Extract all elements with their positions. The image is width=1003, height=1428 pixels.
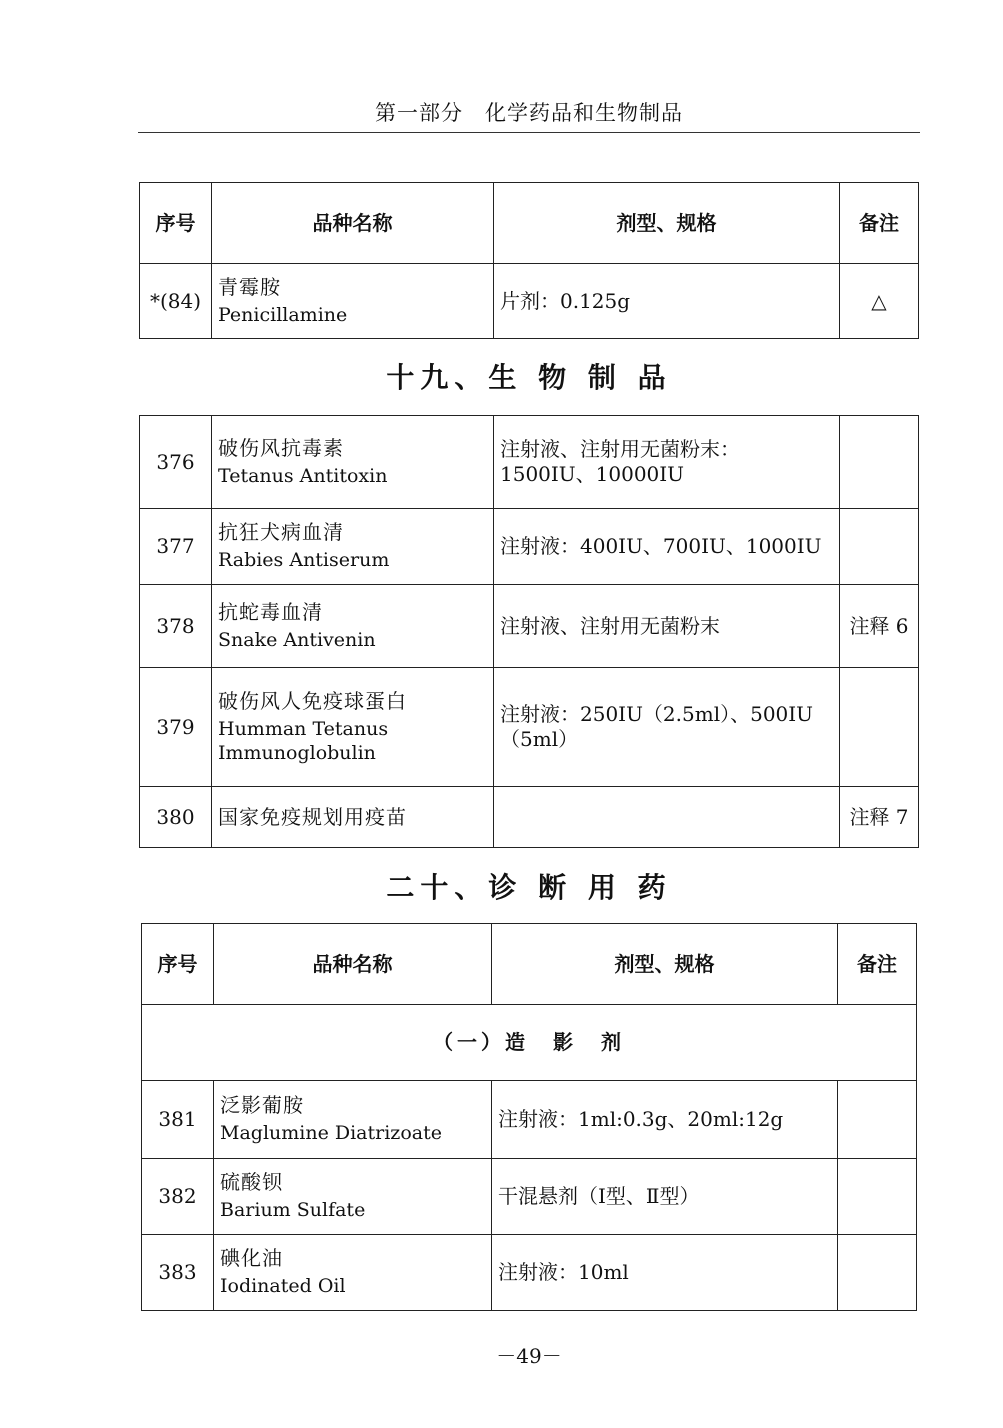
header-name: 品种名称 <box>212 183 494 264</box>
row-remark <box>840 416 919 509</box>
drug-name-cn: 碘化油 <box>220 1246 283 1271</box>
drug-table-biologics <box>139 415 919 848</box>
row-spec: 片剂：0.125g <box>494 264 840 339</box>
drug-name-cn: 青霉胺 <box>218 274 281 299</box>
row-seq: 377 <box>140 509 212 585</box>
row-name <box>214 1081 492 1159</box>
table-header-row <box>140 183 919 264</box>
row-remark <box>838 1081 917 1159</box>
row-remark <box>840 668 919 787</box>
row-spec: 注射液：1ml:0.3g、20ml:12g <box>492 1081 838 1159</box>
row-remark: △ <box>840 264 919 339</box>
subsection-title: （一）造 影 剂 <box>142 1005 917 1081</box>
row-name <box>212 668 494 787</box>
subsection-row <box>142 1005 917 1081</box>
header-remark: 备注 <box>840 183 919 264</box>
running-header: 第一部分 化学药品和生物制品 <box>375 101 683 125</box>
header-seq: 序号 <box>142 924 214 1005</box>
row-spec: 注射液：10ml <box>492 1235 838 1311</box>
table-row <box>140 585 919 668</box>
header-name: 品种名称 <box>214 924 492 1005</box>
row-name <box>214 1159 492 1235</box>
row-remark <box>840 509 919 585</box>
table-row <box>140 509 919 585</box>
drug-name-en <box>218 718 487 766</box>
drug-name-en: Snake Antivenin <box>218 628 376 651</box>
page-number: －49－ <box>496 1344 562 1368</box>
table-header-row <box>142 924 917 1005</box>
row-spec: 注射液、注射用无菌粉末：1500IU、10000IU <box>494 416 840 509</box>
row-seq: 378 <box>140 585 212 668</box>
row-remark: 注释 6 <box>840 585 919 668</box>
row-seq: 383 <box>142 1235 214 1311</box>
section-title-20: 二十、诊 断 用 药 <box>386 871 672 904</box>
table-row <box>140 416 919 509</box>
drug-table-diagnostics <box>141 923 917 1311</box>
header-spec: 剂型、规格 <box>494 183 840 264</box>
drug-name-en-line: Immunoglobulin <box>218 741 376 764</box>
header-spec: 剂型、规格 <box>492 924 838 1005</box>
header-seq: 序号 <box>140 183 212 264</box>
table-row <box>140 787 919 848</box>
row-name <box>212 264 494 339</box>
row-seq: 379 <box>140 668 212 787</box>
row-name <box>212 585 494 668</box>
drug-table-top <box>139 182 919 339</box>
row-spec: 干混悬剂（Ⅰ型、Ⅱ型） <box>492 1159 838 1235</box>
row-spec <box>494 787 840 848</box>
row-name <box>212 509 494 585</box>
row-remark <box>838 1235 917 1311</box>
header-remark: 备注 <box>838 924 917 1005</box>
row-seq: 381 <box>142 1081 214 1159</box>
row-remark <box>838 1159 917 1235</box>
drug-name-cn: 国家免疫规划用疫苗 <box>218 804 407 829</box>
drug-name-cn: 抗蛇毒血清 <box>218 599 323 624</box>
table-row <box>140 668 919 787</box>
drug-name-en: Penicillamine <box>218 303 348 326</box>
row-seq: 376 <box>140 416 212 509</box>
drug-name-cn: 硫酸钡 <box>220 1170 283 1195</box>
table-row <box>142 1081 917 1159</box>
row-name <box>212 787 494 848</box>
row-seq: 380 <box>140 787 212 848</box>
table-row <box>140 264 919 339</box>
drug-name-en: Iodinated Oil <box>220 1275 346 1298</box>
row-spec: 注射液：400IU、700IU、1000IU <box>494 509 840 585</box>
drug-name-en: Tetanus Antitoxin <box>218 464 388 487</box>
row-name <box>212 416 494 509</box>
drug-name-cn: 泛影葡胺 <box>220 1093 304 1118</box>
table-row <box>142 1159 917 1235</box>
drug-name-cn: 抗狂犬病血清 <box>218 520 344 545</box>
row-spec: 注射液：250IU（2.5ml）、500IU（5ml） <box>494 668 840 787</box>
drug-name-en-line: Humman Tetanus <box>218 717 389 740</box>
table-row <box>142 1235 917 1311</box>
drug-name-cn: 破伤风人免疫球蛋白 <box>218 688 407 713</box>
row-name <box>214 1235 492 1311</box>
row-seq: *(84) <box>140 264 212 339</box>
row-remark: 注释 7 <box>840 787 919 848</box>
drug-name-cn: 破伤风抗毒素 <box>218 435 344 460</box>
section-title-19: 十九、生 物 制 品 <box>386 361 672 394</box>
header-rule <box>138 132 920 133</box>
drug-name-en: Barium Sulfate <box>220 1199 366 1222</box>
row-seq: 382 <box>142 1159 214 1235</box>
row-spec: 注射液、注射用无菌粉末 <box>494 585 840 668</box>
drug-name-en: Maglumine Diatrizoate <box>220 1122 442 1145</box>
drug-name-en: Rabies Antiserum <box>218 549 390 572</box>
